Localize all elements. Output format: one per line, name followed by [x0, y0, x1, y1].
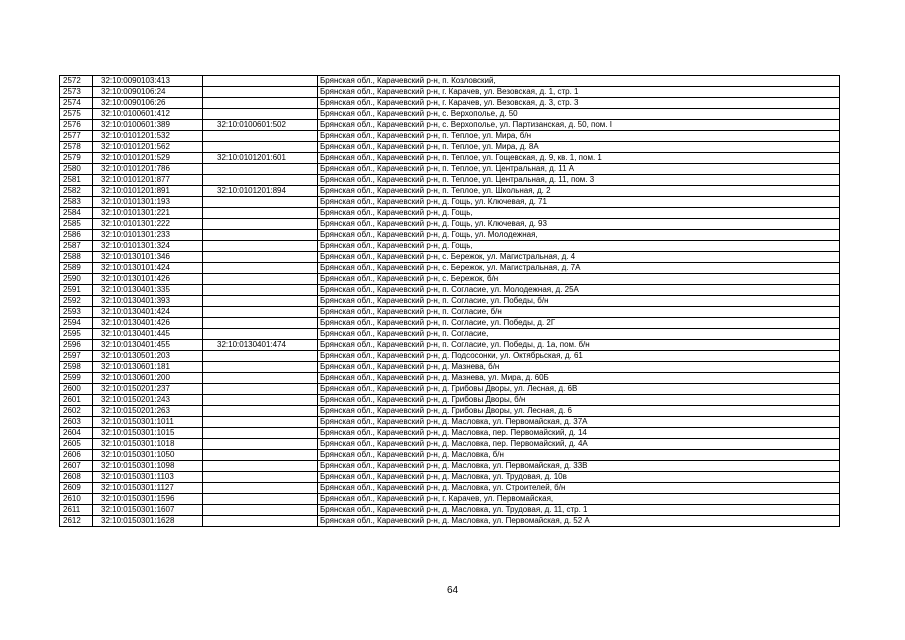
- related-cadastral-number-cell: [203, 307, 318, 318]
- table-row: [60, 76, 840, 87]
- address-cell: Брянская обл., Карачевский р-н, д. Масловка, ул. Трудовая, д. 10в: [318, 472, 840, 483]
- related-cadastral-number-cell: [203, 494, 318, 505]
- row-number-cell: 2611: [60, 505, 93, 516]
- table-row: [60, 164, 840, 175]
- table-row: [60, 439, 840, 450]
- related-cadastral-number-cell: [203, 263, 318, 274]
- row-number-cell: 2609: [60, 483, 93, 494]
- row-number-cell: 2579: [60, 153, 93, 164]
- row-number-cell: 2591: [60, 285, 93, 296]
- table-row: [60, 505, 840, 516]
- table-row: [60, 450, 840, 461]
- address-cell: Брянская обл., Карачевский р-н, п. Теплое, ул. Мира, б/н: [318, 131, 840, 142]
- table-row: [60, 494, 840, 505]
- row-number-cell: 2603: [60, 417, 93, 428]
- cadastral-number-cell: 32:10:0130101:346: [93, 252, 203, 263]
- address-cell: Брянская обл., Карачевский р-н, п. Согласие, ул. Молодежная, д. 25А: [318, 285, 840, 296]
- row-number-cell: 2575: [60, 109, 93, 120]
- related-cadastral-number-cell: [203, 461, 318, 472]
- related-cadastral-number-cell: [203, 208, 318, 219]
- page-number: 64: [446, 585, 459, 596]
- table-row: [60, 395, 840, 406]
- address-cell: Брянская обл., Карачевский р-н, п. Теплое, ул. Центральная, д. 11, пом. 3: [318, 175, 840, 186]
- related-cadastral-number-cell: 32:10:0101201:894: [203, 186, 318, 197]
- related-cadastral-number-cell: [203, 362, 318, 373]
- table-row: [60, 98, 840, 109]
- row-number-cell: 2599: [60, 373, 93, 384]
- table-row: [60, 362, 840, 373]
- related-cadastral-number-cell: [203, 516, 318, 527]
- row-number-cell: 2573: [60, 87, 93, 98]
- row-number-cell: 2576: [60, 120, 93, 131]
- row-number-cell: 2577: [60, 131, 93, 142]
- address-cell: Брянская обл., Карачевский р-н, д. Гощь, ул. Молодежная,: [318, 230, 840, 241]
- row-number-cell: 2585: [60, 219, 93, 230]
- address-cell: Брянская обл., Карачевский р-н, д. Масловка, ул. Строителей, б/н: [318, 483, 840, 494]
- address-cell: Брянская обл., Карачевский р-н, д. Грибовы Дворы, б/н: [318, 395, 840, 406]
- table-row: [60, 109, 840, 120]
- address-cell: Брянская обл., Карачевский р-н, г. Карачев, ул. Везовская, д. 1, стр. 1: [318, 87, 840, 98]
- cadastral-number-cell: 32:10:0130401:426: [93, 318, 203, 329]
- cadastral-number-cell: 32:10:0101201:877: [93, 175, 203, 186]
- cadastral-number-cell: 32:10:0101201:786: [93, 164, 203, 175]
- row-number-cell: 2607: [60, 461, 93, 472]
- cadastral-number-cell: 32:10:0130601:200: [93, 373, 203, 384]
- related-cadastral-number-cell: [203, 98, 318, 109]
- related-cadastral-number-cell: [203, 318, 318, 329]
- cadastral-number-cell: 32:10:0130601:181: [93, 362, 203, 373]
- address-cell: Брянская обл., Карачевский р-н, п. Теплое, ул. Мира, д. 8А: [318, 142, 840, 153]
- table-row: [60, 186, 840, 197]
- cadastral-number-cell: 32:10:0101301:324: [93, 241, 203, 252]
- address-cell: Брянская обл., Карачевский р-н, г. Карачев, ул. Первомайская,: [318, 494, 840, 505]
- cadastral-number-cell: 32:10:0150301:1103: [93, 472, 203, 483]
- address-cell: Брянская обл., Карачевский р-н, с. Бережок, ул. Магистральная, д. 4: [318, 252, 840, 263]
- related-cadastral-number-cell: [203, 175, 318, 186]
- related-cadastral-number-cell: [203, 76, 318, 87]
- related-cadastral-number-cell: 32:10:0101201:601: [203, 153, 318, 164]
- cadastral-number-cell: 32:10:0090103:413: [93, 76, 203, 87]
- table-row: [60, 373, 840, 384]
- row-number-cell: 2594: [60, 318, 93, 329]
- related-cadastral-number-cell: [203, 87, 318, 98]
- address-cell: Брянская обл., Карачевский р-н, п. Козловский,: [318, 76, 840, 87]
- address-cell: Брянская обл., Карачевский р-н, с. Бережок, б/н: [318, 274, 840, 285]
- row-number-cell: 2572: [60, 76, 93, 87]
- cadastral-number-cell: 32:10:0130101:426: [93, 274, 203, 285]
- related-cadastral-number-cell: [203, 296, 318, 307]
- address-cell: Брянская обл., Карачевский р-н, д. Гощь, ул. Ключевая, д. 71: [318, 197, 840, 208]
- table-row: [60, 417, 840, 428]
- related-cadastral-number-cell: [203, 395, 318, 406]
- cadastral-number-cell: 32:10:0150201:237: [93, 384, 203, 395]
- cadastral-number-cell: 32:10:0101301:222: [93, 219, 203, 230]
- table-row: [60, 384, 840, 395]
- table-row: [60, 483, 840, 494]
- row-number-cell: 2582: [60, 186, 93, 197]
- table-row: [60, 329, 840, 340]
- table-row: [60, 340, 840, 351]
- cadastral-number-cell: 32:10:0130401:455: [93, 340, 203, 351]
- cadastral-number-cell: 32:10:0130101:424: [93, 263, 203, 274]
- address-cell: Брянская обл., Карачевский р-н, д. Масловка, ул. Трудовая, д. 11, стр. 1: [318, 505, 840, 516]
- address-cell: Брянская обл., Карачевский р-н, с. Верхополье, ул. Партизанская, д. 50, пом. I: [318, 120, 840, 131]
- related-cadastral-number-cell: [203, 131, 318, 142]
- table-row: [60, 351, 840, 362]
- address-cell: Брянская обл., Карачевский р-н, д. Масловка, ул. Первомайская, д. 37А: [318, 417, 840, 428]
- row-number-cell: 2610: [60, 494, 93, 505]
- related-cadastral-number-cell: [203, 417, 318, 428]
- related-cadastral-number-cell: [203, 142, 318, 153]
- table-row: [60, 153, 840, 164]
- document-table: [59, 75, 840, 527]
- related-cadastral-number-cell: [203, 164, 318, 175]
- row-number-cell: 2596: [60, 340, 93, 351]
- address-cell: Брянская обл., Карачевский р-н, д. Подсосонки, ул. Октябрьская, д. 61: [318, 351, 840, 362]
- cadastral-number-cell: 32:10:0150301:1018: [93, 439, 203, 450]
- address-cell: Брянская обл., Карачевский р-н, д. Гощь,: [318, 208, 840, 219]
- address-cell: Брянская обл., Карачевский р-н, д. Масловка, пер. Первомайский, д. 14: [318, 428, 840, 439]
- row-number-cell: 2606: [60, 450, 93, 461]
- table-row: [60, 131, 840, 142]
- related-cadastral-number-cell: [203, 230, 318, 241]
- table-row: [60, 516, 840, 527]
- cadastral-number-cell: 32:10:0130401:393: [93, 296, 203, 307]
- cadastral-number-cell: 32:10:0150201:243: [93, 395, 203, 406]
- row-number-cell: 2598: [60, 362, 93, 373]
- address-cell: Брянская обл., Карачевский р-н, д. Гощь,: [318, 241, 840, 252]
- related-cadastral-number-cell: [203, 351, 318, 362]
- address-cell: Брянская обл., Карачевский р-н, п. Согласие,: [318, 329, 840, 340]
- cadastral-number-cell: 32:10:0150301:1628: [93, 516, 203, 527]
- table-row: [60, 318, 840, 329]
- related-cadastral-number-cell: [203, 109, 318, 120]
- address-cell: Брянская обл., Карачевский р-н, д. Масловка, пер. Первомайский, д. 4А: [318, 439, 840, 450]
- related-cadastral-number-cell: [203, 252, 318, 263]
- cadastral-number-cell: 32:10:0101301:221: [93, 208, 203, 219]
- address-cell: Брянская обл., Карачевский р-н, п. Согласие, ул. Победы, д. 1а, пом. б/н: [318, 340, 840, 351]
- address-cell: Брянская обл., Карачевский р-н, п. Теплое, ул. Школьная, д. 2: [318, 186, 840, 197]
- cadastral-number-cell: 32:10:0130401:424: [93, 307, 203, 318]
- row-number-cell: 2597: [60, 351, 93, 362]
- row-number-cell: 2592: [60, 296, 93, 307]
- table-row: [60, 428, 840, 439]
- row-number-cell: 2586: [60, 230, 93, 241]
- row-number-cell: 2605: [60, 439, 93, 450]
- address-cell: Брянская обл., Карачевский р-н, п. Согласие, ул. Победы, д. 2Г: [318, 318, 840, 329]
- address-cell: Брянская обл., Карачевский р-н, с. Бережок, ул. Магистральная, д. 7А: [318, 263, 840, 274]
- table-row: [60, 142, 840, 153]
- row-number-cell: 2601: [60, 395, 93, 406]
- cadastral-number-cell: 32:10:0150301:1607: [93, 505, 203, 516]
- row-number-cell: 2589: [60, 263, 93, 274]
- cadastral-number-cell: 32:10:0101301:193: [93, 197, 203, 208]
- address-cell: Брянская обл., Карачевский р-н, д. Гощь, ул. Ключевая, д. 93: [318, 219, 840, 230]
- row-number-cell: 2580: [60, 164, 93, 175]
- address-cell: Брянская обл., Карачевский р-н, д. Масловка, б/н: [318, 450, 840, 461]
- table-row: [60, 87, 840, 98]
- related-cadastral-number-cell: [203, 428, 318, 439]
- related-cadastral-number-cell: 32:10:0130401:474: [203, 340, 318, 351]
- related-cadastral-number-cell: [203, 472, 318, 483]
- table-row: [60, 241, 840, 252]
- table-row: [60, 472, 840, 483]
- row-number-cell: 2588: [60, 252, 93, 263]
- table-row: [60, 263, 840, 274]
- related-cadastral-number-cell: [203, 329, 318, 340]
- row-number-cell: 2595: [60, 329, 93, 340]
- address-cell: Брянская обл., Карачевский р-н, п. Согласие, ул. Победы, б/н: [318, 296, 840, 307]
- table-row: [60, 208, 840, 219]
- cadastral-number-cell: 32:10:0150201:263: [93, 406, 203, 417]
- cadastral-number-cell: 32:10:0130501:203: [93, 351, 203, 362]
- address-cell: Брянская обл., Карачевский р-н, д. Масловка, ул. Первомайская, д. 52 А: [318, 516, 840, 527]
- row-number-cell: 2608: [60, 472, 93, 483]
- related-cadastral-number-cell: [203, 197, 318, 208]
- table-row: [60, 230, 840, 241]
- table-row: [60, 307, 840, 318]
- cadastral-number-cell: 32:10:0150301:1015: [93, 428, 203, 439]
- row-number-cell: 2574: [60, 98, 93, 109]
- cadastral-number-cell: 32:10:0150301:1127: [93, 483, 203, 494]
- cadastral-number-cell: 32:10:0101201:529: [93, 153, 203, 164]
- cadastral-number-cell: 32:10:0090106:26: [93, 98, 203, 109]
- table-row: [60, 461, 840, 472]
- cadastral-number-cell: 32:10:0100601:412: [93, 109, 203, 120]
- related-cadastral-number-cell: 32:10:0100601:502: [203, 120, 318, 131]
- table-body: [60, 76, 840, 527]
- cadastral-number-cell: 32:10:0130401:335: [93, 285, 203, 296]
- related-cadastral-number-cell: [203, 483, 318, 494]
- cadastral-number-cell: 32:10:0090106:24: [93, 87, 203, 98]
- table-row: [60, 296, 840, 307]
- row-number-cell: 2600: [60, 384, 93, 395]
- row-number-cell: 2593: [60, 307, 93, 318]
- row-number-cell: 2587: [60, 241, 93, 252]
- address-cell: Брянская обл., Карачевский р-н, п. Согласие, б/н: [318, 307, 840, 318]
- row-number-cell: 2602: [60, 406, 93, 417]
- table-row: [60, 219, 840, 230]
- row-number-cell: 2590: [60, 274, 93, 285]
- row-number-cell: 2578: [60, 142, 93, 153]
- row-number-cell: 2581: [60, 175, 93, 186]
- related-cadastral-number-cell: [203, 406, 318, 417]
- table-row: [60, 252, 840, 263]
- related-cadastral-number-cell: [203, 373, 318, 384]
- table-row: [60, 274, 840, 285]
- table-row: [60, 406, 840, 417]
- related-cadastral-number-cell: [203, 219, 318, 230]
- cadastral-number-cell: 32:10:0150301:1050: [93, 450, 203, 461]
- table-row: [60, 285, 840, 296]
- row-number-cell: 2583: [60, 197, 93, 208]
- related-cadastral-number-cell: [203, 241, 318, 252]
- address-cell: Брянская обл., Карачевский р-н, д. Мазнева, б/н: [318, 362, 840, 373]
- related-cadastral-number-cell: [203, 505, 318, 516]
- address-cell: Брянская обл., Карачевский р-н, д. Грибовы Дворы, ул. Лесная, д. 6: [318, 406, 840, 417]
- cadastral-number-cell: 32:10:0130401:445: [93, 329, 203, 340]
- related-cadastral-number-cell: [203, 285, 318, 296]
- cadastral-number-cell: 32:10:0150301:1011: [93, 417, 203, 428]
- cadastral-number-cell: 32:10:0101201:891: [93, 186, 203, 197]
- row-number-cell: 2612: [60, 516, 93, 527]
- row-number-cell: 2604: [60, 428, 93, 439]
- address-cell: Брянская обл., Карачевский р-н, с. Верхополье, д. 50: [318, 109, 840, 120]
- table-row: [60, 120, 840, 131]
- cadastral-number-cell: 32:10:0101201:532: [93, 131, 203, 142]
- cadastral-number-cell: 32:10:0101301:233: [93, 230, 203, 241]
- related-cadastral-number-cell: [203, 274, 318, 285]
- address-cell: Брянская обл., Карачевский р-н, п. Теплое, ул. Центральная, д. 11 А: [318, 164, 840, 175]
- cadastral-number-cell: 32:10:0150301:1596: [93, 494, 203, 505]
- address-cell: Брянская обл., Карачевский р-н, г. Карачев, ул. Везовская, д. 3, стр. 3: [318, 98, 840, 109]
- table-row: [60, 175, 840, 186]
- cadastral-number-cell: 32:10:0101201:562: [93, 142, 203, 153]
- related-cadastral-number-cell: [203, 439, 318, 450]
- address-cell: Брянская обл., Карачевский р-н, п. Теплое, ул. Гощевская, д. 9, кв. 1, пом. 1: [318, 153, 840, 164]
- cadastral-number-cell: 32:10:0150301:1098: [93, 461, 203, 472]
- related-cadastral-number-cell: [203, 384, 318, 395]
- address-cell: Брянская обл., Карачевский р-н, д. Мазнева, ул. Мира, д. 60Б: [318, 373, 840, 384]
- cadastral-number-cell: 32:10:0100601:389: [93, 120, 203, 131]
- table-row: [60, 197, 840, 208]
- address-cell: Брянская обл., Карачевский р-н, д. Грибовы Дворы, ул. Лесная, д. 6В: [318, 384, 840, 395]
- row-number-cell: 2584: [60, 208, 93, 219]
- address-cell: Брянская обл., Карачевский р-н, д. Масловка, ул. Первомайская, д. 33В: [318, 461, 840, 472]
- related-cadastral-number-cell: [203, 450, 318, 461]
